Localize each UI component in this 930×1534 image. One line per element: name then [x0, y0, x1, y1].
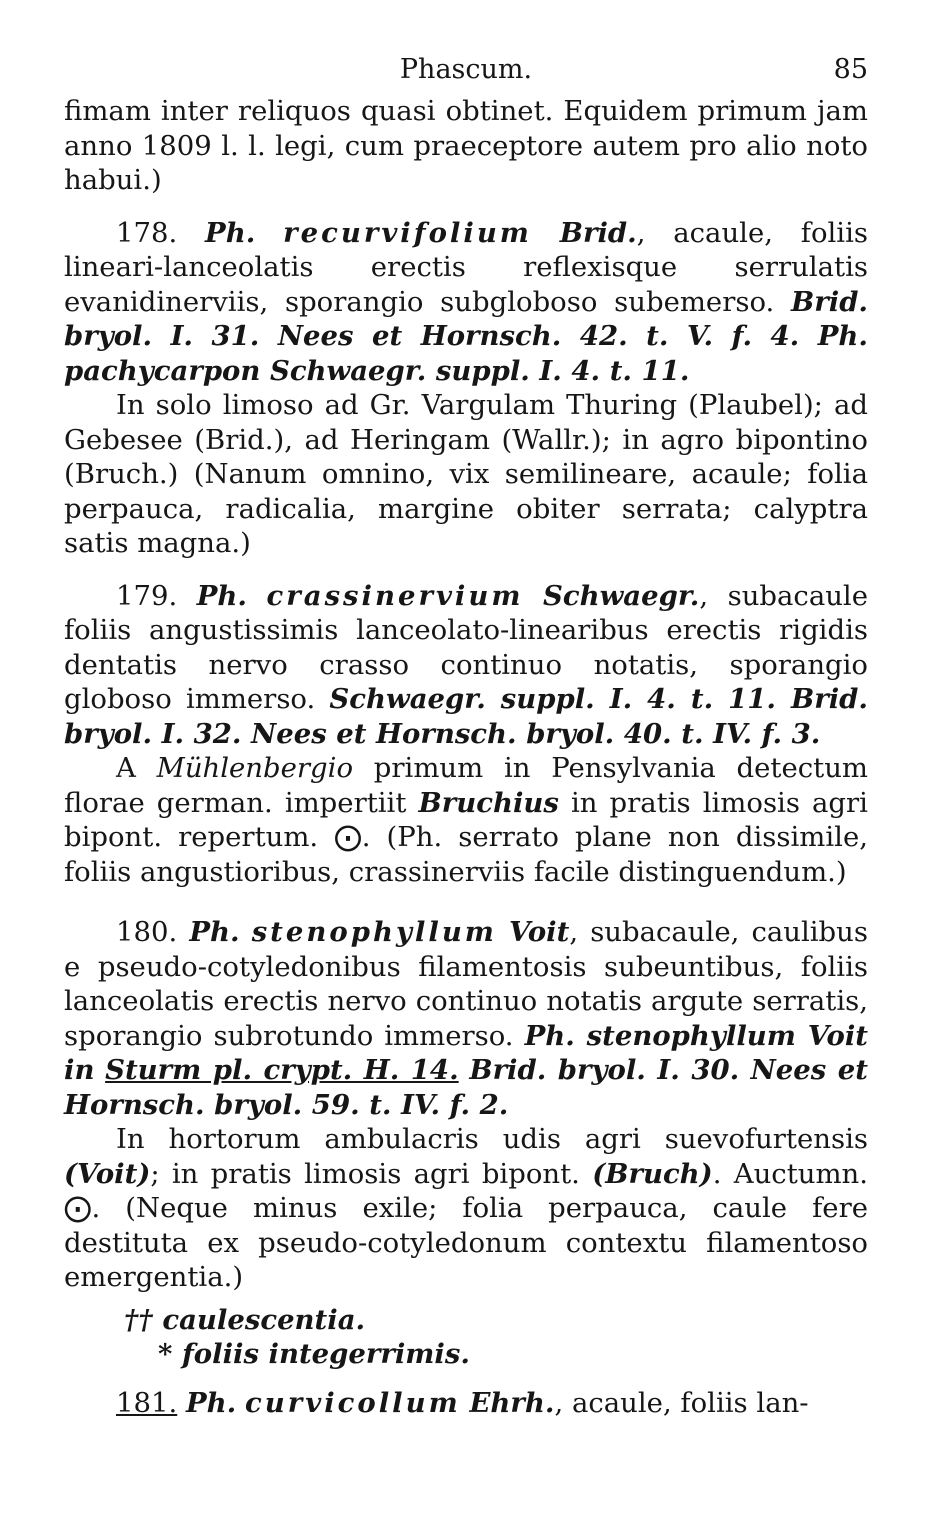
collector-name: (Voit): [64, 1157, 151, 1190]
subsection-caulescentia: †† caulescentia.: [124, 1303, 366, 1336]
note-text: (Ph. serrato plane non dissimile, foliis angustioribus, crassinerviis facile distinguendum.): [64, 821, 868, 888]
species-description: , acaule, foliis lan-: [554, 1386, 809, 1419]
habitat-text: ; in pratis limosis agri bipont.: [150, 1157, 580, 1190]
species-author: Ehrh.: [469, 1386, 555, 1419]
species-name: crassinervium: [266, 579, 524, 612]
note-text: (Neque minus exile; folia perpauca, caule fere destituta ex pseudo-cotyledonum contextu filamentoso emergentia.): [64, 1192, 868, 1293]
species-description: , subacaule, caulibus e pseudo-cotyledonibus filamentosis subeuntibus, foliis lanceolatis erectis nervo continuo notatis argute serratis, sporangio subrotundo immerso.: [64, 916, 868, 1052]
subsection-foliis-integerrimis: * foliis integerrimis.: [158, 1338, 470, 1370]
entry-number: 181.: [116, 1386, 178, 1419]
habitat-180: [64, 1122, 868, 1295]
collector-name: (Bruch): [592, 1157, 713, 1190]
habitat-text: in pratis limosis agri bipont. repertum.: [64, 786, 868, 853]
genus-abbrev: Ph.: [205, 216, 256, 249]
habitat-179: [64, 751, 868, 889]
subsection-headings: [64, 1303, 868, 1372]
habitat-text: A: [116, 752, 136, 784]
species-name: stenophyllum: [251, 916, 497, 948]
continuation-paragraph: fimam inter reliquos quasi obtinet. Equidem primum jam anno 1809 l. l. legi, cum praeceptore autem pro alio noto habui.): [64, 95, 868, 196]
genus-abbrev: Ph.: [196, 579, 247, 612]
species-name: recurvifolium: [283, 216, 532, 249]
running-title: Phascum.: [399, 54, 533, 85]
habitat-178: In solo limoso ad Gr. Vargulam Thuring (Plaubel); ad Gebesee (Brid.), ad Heringam (Wallr.); in agro bipontino (Bruch.) (Nanum omnino, vix semilineare, acaule; folia perpauca, radicalia, margine obiter serrata; calyptra satis magna.): [64, 389, 868, 559]
entry-178: [64, 216, 868, 389]
references: Brid. bryol. I. 31. Nees et Hornsch. 42. t. V. f. 4. Ph. pachycarpon Schwaegr. suppl. I. 4. t. 11.: [64, 285, 868, 387]
entry-number: 180.: [116, 916, 178, 948]
habitat-text: primum in Pensylvania detectum florae german. impertiit: [64, 752, 868, 819]
species-name: curvicollum: [244, 1386, 461, 1419]
page-number: 85: [833, 54, 868, 85]
entry-number: 179.: [116, 579, 178, 612]
running-head: [64, 50, 868, 94]
references: Ph. stenophyllum Voit in: [64, 1019, 869, 1086]
entry-180: [64, 915, 868, 1122]
collector-name: Mühlenbergio: [156, 752, 353, 784]
references: Schwaegr. suppl. I. 4. t. 11. Brid. bryol. I. 32. Nees et Hornsch. bryol. 40. t. IV. f. 3.: [64, 683, 868, 750]
species-author: Schwaegr.: [543, 579, 700, 612]
entry-number: 178.: [116, 216, 178, 249]
habitat-text: . Auctumn.: [712, 1157, 868, 1190]
species-author: Voit: [509, 916, 570, 948]
entry-179: [64, 579, 868, 752]
genus-abbrev: Ph.: [189, 916, 240, 948]
species-author: Brid.: [559, 216, 637, 249]
entry-181: [64, 1386, 868, 1421]
annual-symbol-icon: ⨀.: [334, 821, 371, 853]
species-description: , acaule, foliis lineari-lanceolatis erectis reflexisque serrulatis evanidinerviis, sporangio subgloboso subemerso.: [64, 216, 868, 318]
underlined-reference: Sturm pl. crypt. H. 14.: [105, 1054, 459, 1086]
collector-name: Bruchius: [418, 786, 559, 819]
habitat-text: In hortorum ambulacris udis agri suevofurtensis: [116, 1123, 868, 1155]
annual-symbol-icon: ⨀.: [64, 1192, 101, 1224]
species-description: , subacaule foliis angustissimis lanceolato-linearibus erectis rigidis dentatis nervo crasso continuo notatis, sporangio globoso immerso.: [64, 579, 869, 715]
references: Brid. bryol. I. 30. Nees et Hornsch. bryol. 59. t. IV. f. 2.: [64, 1054, 868, 1121]
genus-abbrev: Ph.: [185, 1386, 237, 1419]
